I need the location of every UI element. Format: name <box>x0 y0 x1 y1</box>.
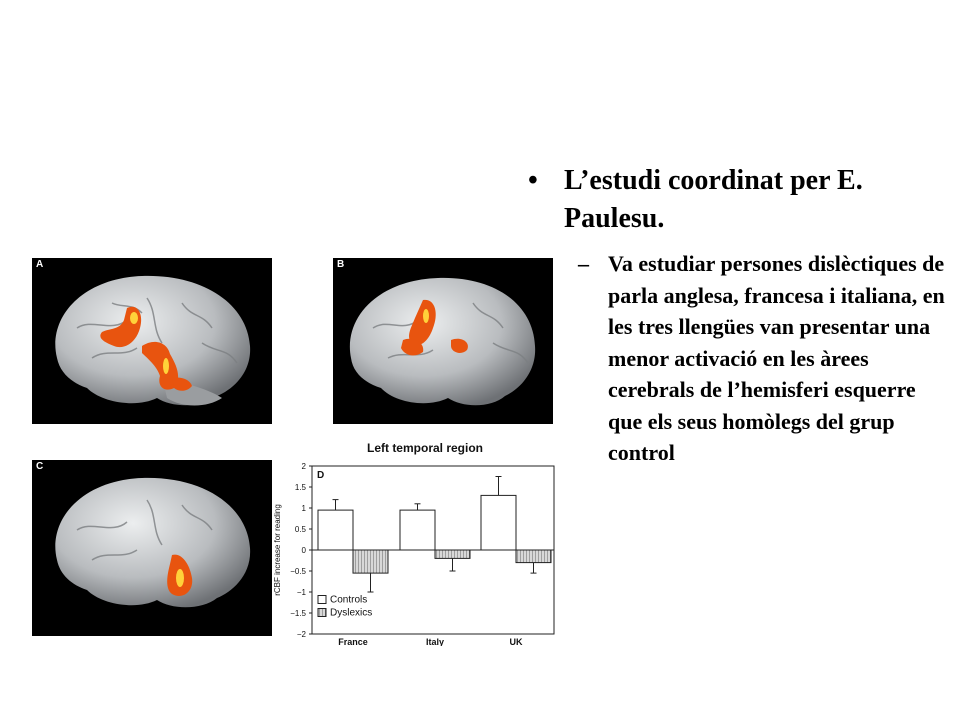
x-category-label: France <box>338 637 368 646</box>
y-axis-label: rCBF increase for reading <box>273 504 282 596</box>
brain-panel-c <box>32 460 272 636</box>
bullet-item <box>528 162 948 238</box>
brain-panel-a <box>32 258 272 424</box>
y-tick-label: −2 <box>296 630 306 639</box>
bar-chart <box>268 436 560 646</box>
y-tick-label: 1 <box>301 504 306 513</box>
chart-left-temporal-region <box>268 436 560 646</box>
y-tick-label: −1 <box>296 588 306 597</box>
bar-dyslexics <box>353 550 388 573</box>
chart-panel-label: D <box>317 470 325 481</box>
sub-bullet-marker: – <box>578 251 589 276</box>
y-tick-label: −0.5 <box>290 567 306 576</box>
panel-label-c: C <box>36 461 44 472</box>
y-tick-label: −1.5 <box>290 609 306 618</box>
bar-controls <box>400 510 435 550</box>
y-tick-label: 0.5 <box>294 525 306 534</box>
legend-label: Controls <box>330 594 368 606</box>
panel-label-b: B <box>337 259 345 270</box>
bar-controls <box>318 510 353 550</box>
y-tick-label: 1.5 <box>294 483 306 492</box>
brain-panel-b <box>333 258 553 424</box>
brain-image-c <box>32 460 272 636</box>
x-category-label: UK <box>509 637 523 646</box>
bar-dyslexics <box>516 550 551 563</box>
x-category-label: Italy <box>425 637 445 646</box>
panel-label-a: A <box>36 259 44 270</box>
slide-text <box>528 162 948 469</box>
bar-dyslexics <box>435 550 470 558</box>
sub-bullet-item <box>528 248 948 469</box>
bullet-marker: • <box>528 165 538 196</box>
legend-swatch <box>318 596 326 604</box>
y-tick-label: 2 <box>301 462 306 471</box>
sub-bullet-text: Va estudiar persones dislèctiques de parla anglesa, francesa i italiana, en les tres llengües van presentar una menor activació en les àrees cerebrals de l’hemisferi esquerre que els seus homòlegs del grup control <box>608 251 945 465</box>
legend-swatch <box>318 609 326 617</box>
chart-title: Left temporal region <box>366 441 484 455</box>
y-tick-label: 0 <box>301 546 306 555</box>
bullet-text-paulesu: L’estudi coordinat per E. Paulesu. <box>564 165 863 234</box>
brain-image-a <box>32 258 272 424</box>
brain-image-b <box>333 258 553 424</box>
bar-controls <box>481 495 516 550</box>
legend-label: Dyslexics <box>330 607 373 619</box>
